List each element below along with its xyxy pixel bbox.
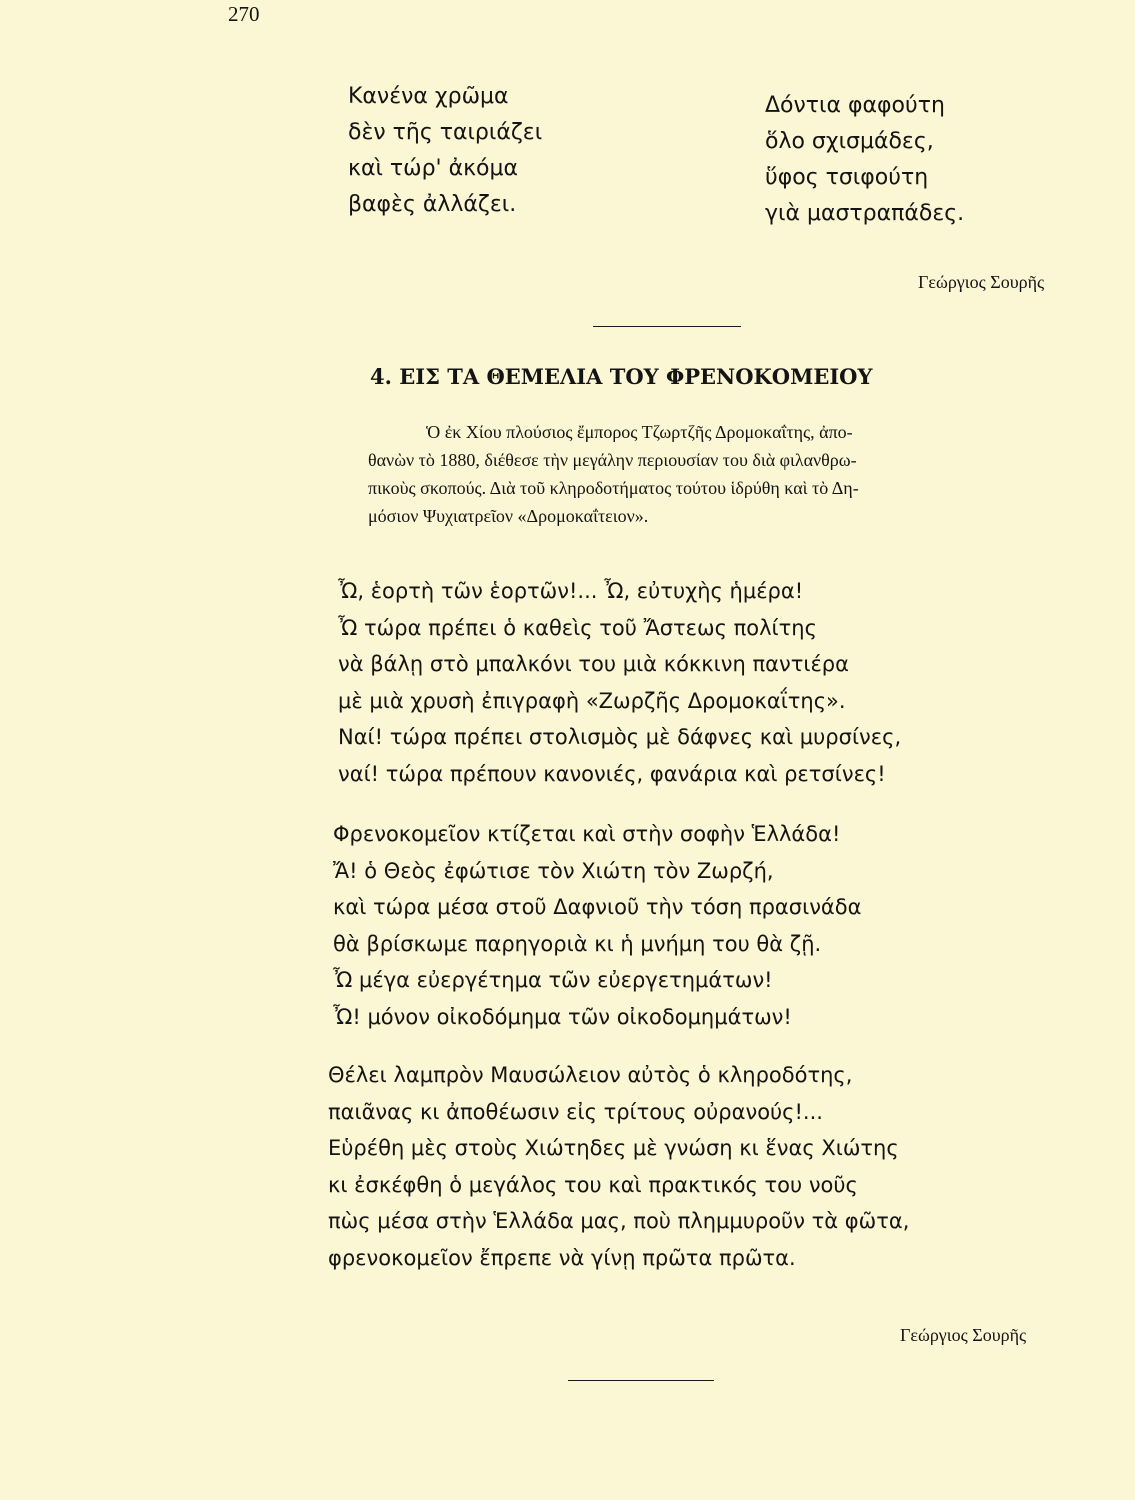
intro-line: θανὼν τὸ 1880, διέθεσε τὴν μεγάλην περιουσίαν του διὰ φιλανθρω- [368, 450, 857, 470]
intro-line: μόσιον Ψυχιατρεῖον «Δρομοκαΐτειον». [368, 506, 649, 526]
poem-line: Δόντια φαφούτη [765, 93, 945, 118]
poem-line: Ναί! τώρα πρέπει στολισμὸς μὲ δάφνες καὶ μυρσίνες, [338, 725, 902, 749]
poem-line: ὕφος τσιφούτη [765, 165, 929, 190]
section-divider [593, 326, 741, 327]
poem-line: Ὦ! μόνον οἰκοδόμημα τῶν οἰκοδομημάτων! [333, 1004, 792, 1029]
top-poem-right-stanza [765, 88, 964, 232]
top-poem-signature: Γεώργιος Σουρῆς [918, 272, 1045, 292]
page-number: 270 [228, 2, 260, 26]
poem-line: Κανένα χρῶμα [348, 84, 509, 109]
poem-line: πὼς μέσα στὴν Ἑλλάδα μας, ποὺ πλημμυροῦν τὰ φῶτα, [328, 1209, 910, 1233]
intro-line: Ὁ ἐκ Χίου πλούσιος ἔμπορος Τζωρτζῆς Δρομοκαΐτης, ἀπο- [426, 422, 853, 442]
poem-line: Ὦ μέγα εὐεργέτημα τῶν εὐεργετημάτων! [333, 968, 773, 992]
poem-line: κι ἐσκέφθη ὁ μεγάλος του καὶ πρακτικός του νοῦς [328, 1172, 858, 1197]
poem-line: παιᾶνας κι ἀποθέωσιν εἰς τρίτους οὐρανούς!... [328, 1099, 823, 1124]
poem-line: ναί! τώρα πρέπουν κανονιές, φανάρια καὶ ρετσίνες! [338, 761, 886, 786]
poem-line: καὶ τώρ' ἀκόμα [348, 156, 519, 181]
poem-line: Εὑρέθη μὲς στοὺς Χιώτηδες μὲ γνώση κι ἕνας Χιώτης [328, 1136, 899, 1160]
poem-line: ὅλο σχισμάδες, [765, 129, 934, 154]
poem-line: καὶ τώρα μέσα στοῦ Δαφνιοῦ τὴν τόση πρασινάδα [333, 895, 862, 919]
top-poem-left-stanza [348, 79, 542, 223]
section-intro [368, 418, 1088, 530]
poem-stanza-3 [328, 1057, 909, 1276]
poem-line: μὲ μιὰ χρυσὴ ἐπιγραφὴ «Ζωρζῆς Δρομοκαΐτης». [338, 688, 846, 713]
poem-line: δὲν τῆς ταιριάζει [348, 120, 543, 145]
poem-line: Ὦ, ἑορτὴ τῶν ἑορτῶν!... Ὦ, εὐτυχὴς ἡμέρα! [338, 579, 804, 603]
intro-line: πικοὺς σκοπούς. Διὰ τοῦ κληροδοτήματος τούτου ἱδρύθη καὶ τὸ Δη- [368, 478, 859, 498]
poem-line: Ὦ τώρα πρέπει ὁ καθεὶς τοῦ Ἄστεως πολίτης [338, 615, 817, 640]
poem-line: Θέλει λαμπρὸν Μαυσώλειον αὐτὸς ὁ κληροδότης, [328, 1063, 853, 1087]
poem-line: Φρενοκομεῖον κτίζεται καὶ στὴν σοφὴν Ἑλλάδα! [333, 822, 841, 846]
poem-stanza-2 [333, 816, 861, 1035]
poem-line: Ἄ! ὁ Θεὸς ἐφώτισε τὸν Χιώτη τὸν Ζωρζή, [333, 858, 774, 883]
poem-line: θὰ βρίσκωμε παρηγοριὰ κι ἡ μνήμη του θὰ ζῇ. [333, 931, 822, 956]
poem-line: βαφὲς ἀλλάζει. [348, 192, 517, 217]
section-title: 4. ΕΙΣ ΤΑ ΘΕΜΕΛΙΑ ΤΟΥ ΦΡΕΝΟΚΟΜΕΙΟΥ [370, 364, 873, 389]
poem-stanza-1 [338, 573, 901, 792]
section-signature: Γεώργιος Σουρῆς [900, 1325, 1027, 1345]
end-divider [568, 1380, 714, 1381]
poem-line: γιὰ μαστραπάδες. [765, 201, 965, 226]
poem-line: νὰ βάλῃ στὸ μπαλκόνι του μιὰ κόκκινη παντιέρα [338, 652, 849, 676]
poem-line: φρενοκομεῖον ἔπρεπε νὰ γίνῃ πρῶτα πρῶτα. [328, 1245, 796, 1270]
